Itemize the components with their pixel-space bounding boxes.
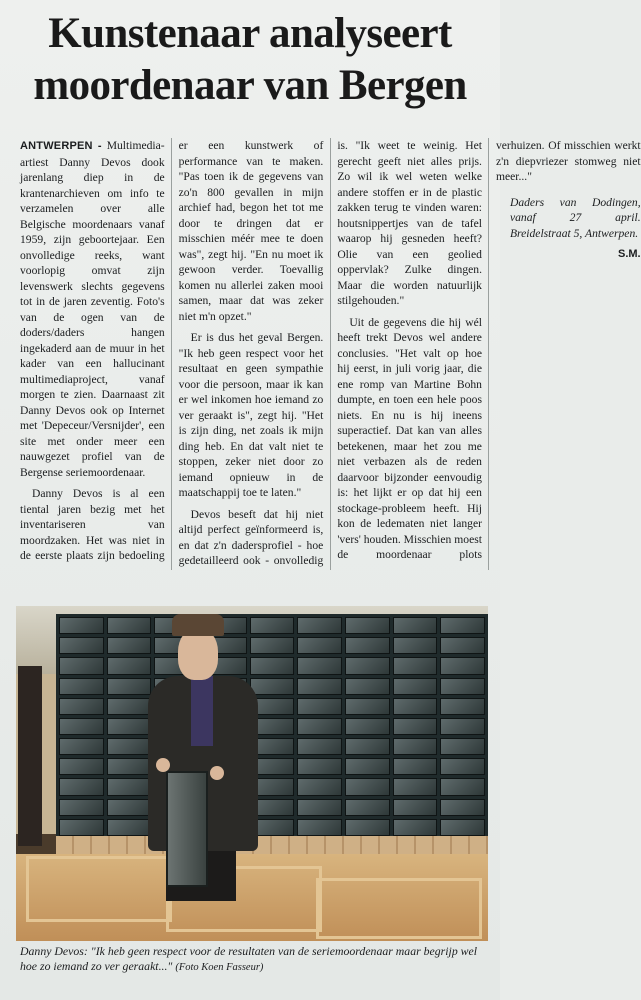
photo-frame <box>297 698 342 715</box>
photo-crate <box>26 856 172 922</box>
article-paragraph: Uit de gegevens die hij wél heeft trekt Devos wel andere conclusies. "Het valt op hoe hij eerst, in juli vorig jaar, die ene romp van Martine Bohn dumpte, en toen een hele poos niets. En nu is hij ineens superactief. Dat kan van alles betekenen, maar het zou me niet verbazen als de reden daarvoor bijzonder eenvoudig is: het lijkt er op dat hij een stockage-probleem heeft. Hij kon de ledematen niet langer 'vers' houden. Misschien moest de moordenaar plots verhuizen. Of misschien werkt z'n diepvriezer stomweg niet meer..." <box>337 139 641 561</box>
photo-frame <box>393 718 438 735</box>
author-initials: S.M. <box>618 248 641 260</box>
photo-frame <box>107 799 152 816</box>
photo-frame <box>250 657 295 674</box>
photo-caption <box>20 944 486 975</box>
photo-frame <box>107 718 152 735</box>
photo-person-hat <box>172 614 224 636</box>
photo-frame <box>107 758 152 775</box>
photo-frame <box>345 799 390 816</box>
photo-frame <box>297 819 342 836</box>
photo-frame <box>345 678 390 695</box>
photo-frame <box>297 738 342 755</box>
photo-frame <box>250 637 295 654</box>
headline-line-1: Kunstenaar analyseert <box>48 10 452 57</box>
photo-frame <box>59 698 104 715</box>
photo-frame <box>393 698 438 715</box>
photo-credit: (Foto Koen Fasseur) <box>175 962 264 973</box>
event-credit: Daders van Dodingen, vanaf 27 april. Breidelstraat 5, Antwerpen. <box>509 195 641 240</box>
photo-frame <box>440 698 485 715</box>
photo-frame <box>393 657 438 674</box>
photo-frame <box>250 617 295 634</box>
photo-frame <box>59 738 104 755</box>
headline-line-2: moordenaar van Bergen <box>33 62 467 109</box>
photo-frame <box>297 778 342 795</box>
photo-frame <box>59 799 104 816</box>
article-body <box>20 138 641 570</box>
photo-frame <box>297 718 342 735</box>
photo-crate <box>316 878 482 939</box>
photo-frame <box>345 657 390 674</box>
photo-frame <box>345 758 390 775</box>
photo-frame <box>59 637 104 654</box>
photo-frame <box>440 819 485 836</box>
photo-frame <box>297 678 342 695</box>
photo-frame <box>59 819 104 836</box>
dateline: ANTWERPEN - <box>20 140 102 152</box>
photo-frame <box>393 617 438 634</box>
photo-frame <box>297 758 342 775</box>
article-paragraph: ANTWERPEN - Multimedia-artiest Danny Devos dook jarenlang diep in de krantenarchieven om info te verzamelen over alle Belgische moordenaars vanaf 1959, zijn geboortejaar. Een onvolledige reeks, want voorlopig omvat zijn levenswerk slechts gegevens tot in de jaren zeventig. Foto's van de ogen van de doders/daders hangen ingekaderd aan de muur in het kader van een hallucinant multimediaproject, vanaf morgen te zien. Daarnaast zit Danny Devos ook op Internet met 'Depeceur/Versnijder', een site met onder meer een nauwgezet profiel van de Bergense seriemoordenaar. <box>20 139 165 479</box>
photo-frame <box>59 718 104 735</box>
photo-display-box <box>166 771 208 887</box>
photo-frame <box>440 678 485 695</box>
photo-frame <box>297 637 342 654</box>
photo-frame <box>440 637 485 654</box>
article-paragraph: Er is dus het geval Bergen. "Ik heb geen respect voor het resultaat en geen sympathie voor die persoon, maar ik kan er wel inkomen hoe iemand zo ver geraakt is", zegt hij. "Het is zijn ding, net zoals ik mijn ding heb. En dat valt niet te stoppen, zeker niet door zo iemand opnieuw in de maatschappij toe te laten." <box>178 331 324 499</box>
photo-frame <box>107 637 152 654</box>
article-paragraph: Danny Devos is al een tiental jaren bezig met het inventariseren van moordzaken. Het was niet in de eerste plaats zijn bedoeling er een kunstwerk of performance van te maken. "Pas toen ik de gegevens van zo'n 800 gevallen in mijn archief had, begon het tot me door te dringen dat er misschien méér mee te doen was", zegt hij. "En nu moet ik gewoon verder. Toevallig komen nu allerlei zaken mooi samen, maar dat was zeker niet m'n opzet." <box>20 139 324 562</box>
photo-frame <box>59 758 104 775</box>
photo-frame <box>345 778 390 795</box>
photo-frame <box>297 799 342 816</box>
photo-frame <box>440 738 485 755</box>
photo-frame <box>345 617 390 634</box>
photo-frame <box>440 657 485 674</box>
photo-frame <box>440 778 485 795</box>
photo-frame <box>297 617 342 634</box>
photo-person-hand <box>156 758 170 772</box>
photo-frame <box>59 678 104 695</box>
photo-frame <box>393 738 438 755</box>
photo-frame <box>345 637 390 654</box>
photo-frame <box>250 678 295 695</box>
photo-door <box>18 666 42 846</box>
photo-frame <box>107 678 152 695</box>
photo-frame <box>345 738 390 755</box>
photo-frame <box>393 819 438 836</box>
photo-frame <box>393 758 438 775</box>
photo-frame <box>107 657 152 674</box>
photo-frame <box>107 819 152 836</box>
photo-frame <box>345 718 390 735</box>
photo-frame <box>393 678 438 695</box>
article-photo <box>16 606 488 941</box>
article-paragraph: Devos beseft dat hij niet altijd perfect geïnformeerd is, en dat z'n dadersprofiel - hoe gedetailleerd ook - onvolledig is. "Ik weet te weinig. Het gerecht geeft niet alles prijs. Zo wil ik wel weten welke andere stoffen er in de plastic zakken terug te vinden waren: houtsnippertjes van de tafel waarop hij gesneden heeft? Olie van een geolied oppervlak? Zulke dingen. Maar die worden natuurlijk stilgehouden." <box>178 139 482 567</box>
photo-frame <box>59 617 104 634</box>
photo-frame <box>297 657 342 674</box>
photo-person-shirt <box>191 676 213 746</box>
photo-frame <box>393 637 438 654</box>
photo-frame <box>440 718 485 735</box>
photo-frame <box>107 738 152 755</box>
headline <box>6 8 494 112</box>
photo-frame <box>59 778 104 795</box>
photo-frame <box>107 698 152 715</box>
photo-wood-paneling <box>56 836 488 856</box>
photo-eye-wall <box>56 614 488 839</box>
photo-frame <box>393 778 438 795</box>
photo-frame <box>440 799 485 816</box>
photo-frame <box>59 657 104 674</box>
caption-text: Danny Devos: "Ik heb geen respect voor de resultaten van de seriemoordenaar maar begrijp wel hoe zo iemand zo ver geraakt..." <box>20 944 478 973</box>
photo-frame <box>345 698 390 715</box>
photo-frame <box>393 799 438 816</box>
photo-frame <box>107 778 152 795</box>
photo-frame <box>345 819 390 836</box>
photo-frame <box>440 758 485 775</box>
photo-frame <box>440 617 485 634</box>
photo-frame <box>107 617 152 634</box>
photo-person-hand <box>210 766 224 780</box>
